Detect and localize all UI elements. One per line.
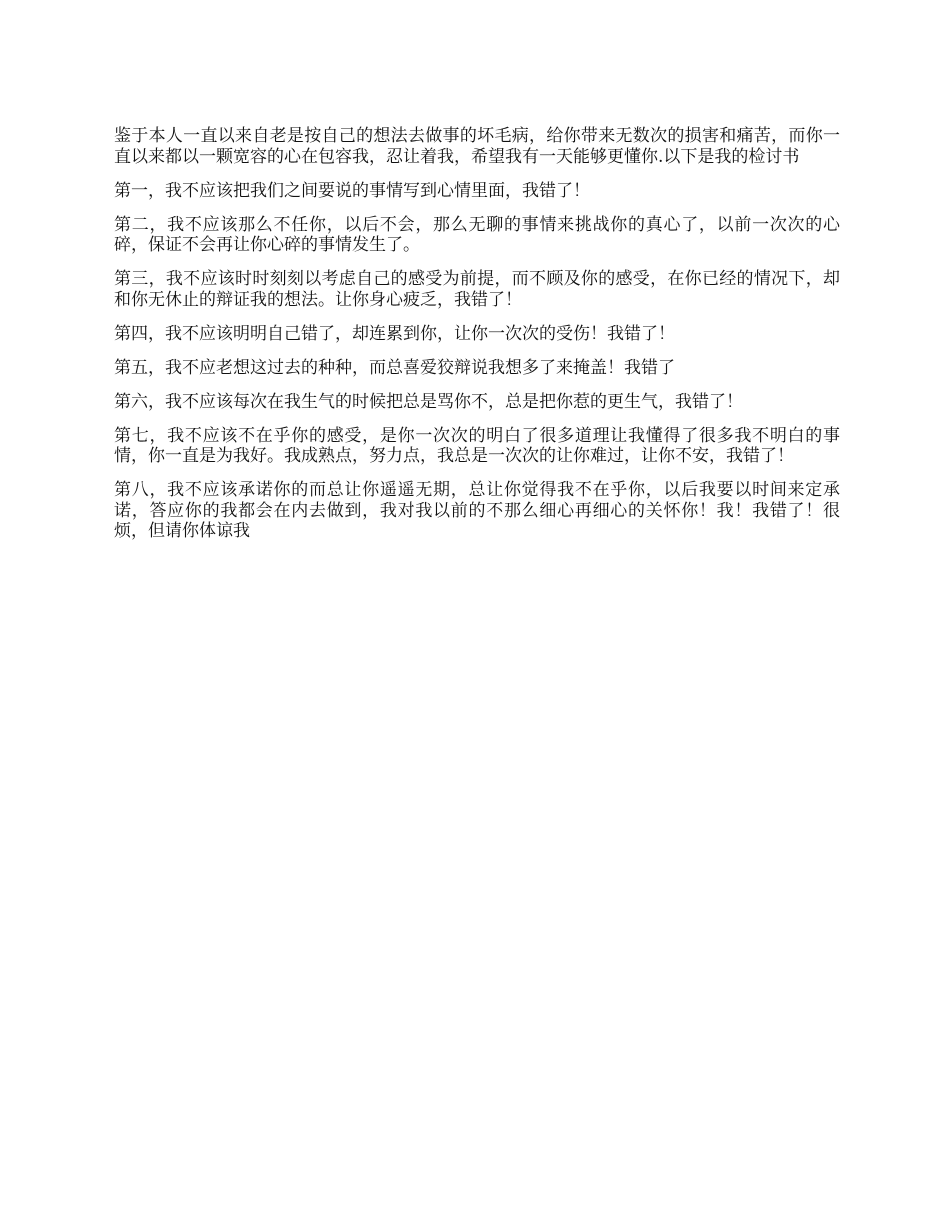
- paragraph-eighth: 第八，我不应该承诺你的而总让你遥遥无期，总让你觉得我不在乎你，以后我要以时间来定承诺，答应你的我都会在内去做到，我对我以前的不那么细心再细心的关怀你！我！我错了！很烦，但请你体谅我: [114, 480, 840, 541]
- paragraph-third: 第三，我不应该时时刻刻以考虑自己的感受为前提，而不顾及你的感受，在你已经的情况下，却和你无休止的辩证我的想法。让你身心疲乏，我错了！: [114, 269, 840, 310]
- intro-paragraph: 鉴于本人一直以来自老是按自己的想法去做事的坏毛病，给你带来无数次的损害和痛苦，而你一直以来都以一颗宽容的心在包容我，忍让着我，希望我有一天能够更懂你.以下是我的检讨书: [114, 126, 840, 167]
- paragraph-sixth: 第六，我不应该每次在我生气的时候把总是骂你不，总是把你惹的更生气，我错了！: [114, 391, 743, 412]
- paragraph-fifth: 第五，我不应老想这过去的种种，而总喜爱狡辩说我想多了来掩盖！我错了: [114, 357, 675, 378]
- document-body: [114, 126, 840, 555]
- paragraph-fourth: 第四，我不应该明明自己错了，却连累到你，让你一次次的受伤！我错了！: [114, 323, 675, 344]
- paragraph-seventh: 第七，我不应该不在乎你的感受，是你一次次的明白了很多道理让我懂得了很多我不明白的事情，你一直是为我好。我成熟点，努力点，我总是一次次的让你难过，让你不安，我错了！: [114, 425, 840, 466]
- paragraph-second: 第二，我不应该那么不任你，以后不会，那么无聊的事情来挑战你的真心了，以前一次次的心碎，保证不会再让你心碎的事情发生了。: [114, 214, 840, 255]
- paragraph-first: 第一，我不应该把我们之间要说的事情写到心情里面，我错了！: [114, 180, 590, 201]
